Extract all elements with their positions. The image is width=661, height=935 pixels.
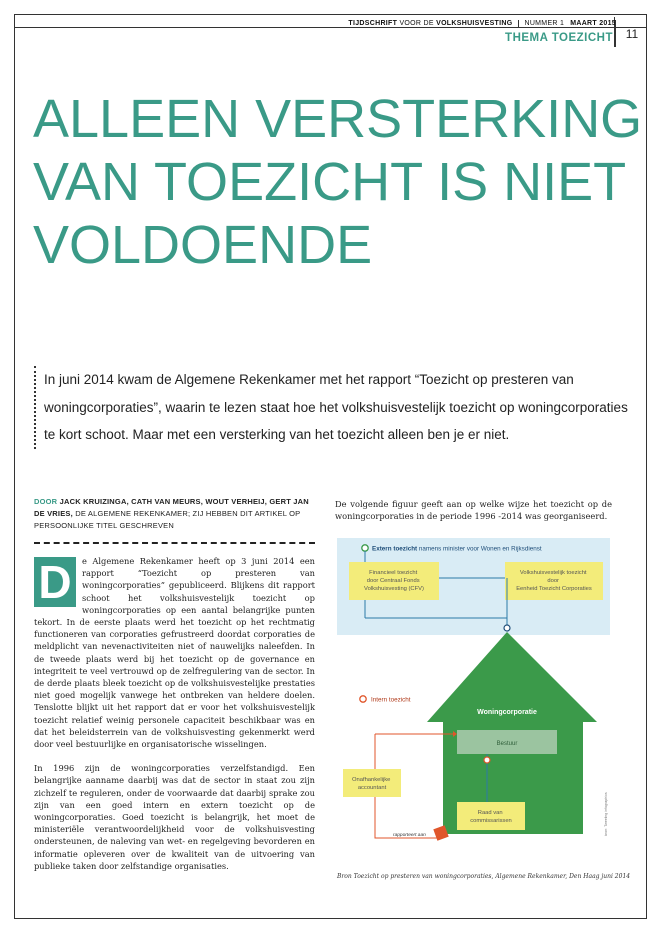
box-accountant <box>343 769 401 797</box>
box-accountant-text: Onafhankelijke accountant <box>352 777 391 791</box>
image-credit: bron: Tweeling infographics <box>604 792 608 836</box>
house-label: Woningcorporatie <box>477 709 537 716</box>
connector-node-icon <box>484 757 490 763</box>
intern-bullet-icon <box>360 696 366 702</box>
intern-label: Intern toezicht <box>371 696 411 704</box>
byline-rule <box>34 542 315 544</box>
byline <box>34 496 319 532</box>
column-right <box>335 498 612 534</box>
box-bestuur-text: Bestuur <box>496 741 518 747</box>
running-header <box>348 20 616 27</box>
figure-caption: Bron Toezicht op presteren van woningcorporaties, Algemene Rekenkamer, Den Haag juni 2014 <box>337 873 631 880</box>
box-rvc-text: Raad van commissarissen <box>470 810 512 824</box>
box-ectc-text: Volkshuisvestelijk toezicht door Eenheid Toezicht Corporaties <box>516 570 592 592</box>
issue-number: NUMMER 1 <box>518 20 564 27</box>
article-title <box>33 88 643 277</box>
paragraph: In 1996 zijn de woningcorporaties verzelfstandigd. Een belangrijke aanname daarbij was dat de sector in staat zou zijn zichzelf te reguleren, onder de voorwaarde dat daarbij sprake zou zijn van een goed intern en extern toezicht op de woningcorporaties. Goed toezicht is belangrijk, het moet de ministeriële verantwoordelijkheid voor de volkshuisvesting ondersteunen, de naleving van wet- en regelgeving bevorderen en informatie opleveren over de kwaliteit van de uitvoering van publieke taken door zelfstandige organisaties. <box>34 763 315 871</box>
byline-authors: JACK KRUIZINGA, CATH VAN MEURS, WOUT VERHEIJ, GERT JAN DE VRIES, <box>34 497 309 518</box>
box-cfv-text: Financieel toezicht door Centraal Fonds Volkshuisvesting (CFV) <box>364 570 424 592</box>
connector-node-icon <box>504 625 510 631</box>
page-number: 11 <box>615 20 648 47</box>
column-left <box>34 555 315 884</box>
rapporteert-label: rapporteert aan <box>393 833 426 838</box>
intro-lead: In juni 2014 kwam de Algemene Rekenkamer met het rapport “Toezicht op presteren van woningcorporaties”, waarin te lezen staat hoe het volkshuisvestelijk toezicht op woningcorporaties te kort schoot. Maar met een versterking van het toezicht alleen ben je er niet. <box>34 366 634 449</box>
extern-bullet-icon <box>362 545 368 551</box>
section-label: THEMA TOEZICHT <box>505 32 613 44</box>
toezicht-diagram <box>335 536 612 868</box>
title-line: ALLEEN VERSTERKING <box>33 89 643 149</box>
byline-door: DOOR <box>34 497 58 506</box>
byline-affiliation: DE ALGEMENE REKENKAMER; ZIJ HEBBEN DIT ARTIKEL OP PERSOONLIJKE TITEL GESCHREVEN <box>34 509 301 530</box>
title-line: VAN TOEZICHT IS NIET <box>33 152 627 212</box>
title-line: VOLDOENDE <box>33 215 373 275</box>
box-rvc <box>457 802 525 830</box>
issue-date: MAART 2015 <box>570 20 616 27</box>
magazine-name: TIJDSCHRIFT VOOR DE VOLKSHUISVESTING <box>348 20 513 27</box>
paragraph: De volgende figuur geeft aan op welke wijze het toezicht op de woningcorporaties in de periode 1996 -2014 was georganiseerd. <box>335 499 612 522</box>
drop-cap: D <box>34 557 76 607</box>
header-rule <box>14 27 647 28</box>
extern-label: Extern toezicht namens minister voor Wonen en Rijksdienst <box>372 545 542 553</box>
paragraph: D e Algemene Rekenkamer heeft op 3 juni 2014 een rapport “Toezicht op presteren van woningcorporaties” gepubliceerd. Blijkens dit rapport schoot het volkshuisvestelijk toezicht op woningcorporaties op een aantal belangrijke punten tekort. In de eerste plaats werd het toezicht op het rechtmatig functioneren van corporaties gefrustreerd doordat corporaties de meldplicht van nevenactiviteiten niet of nauwelijks naleefden. In de tweede plaats werd bij het toezicht op de governance en integriteit te veel vertrouwd op de zelfregulering van de sector. In de derde plaats bleek toezicht op de volkshuisvestelijke prestaties niet goed mogelijk vanwege het ontbreken van heldere doelen. Tenslotte blijkt uit het rapport dat er voor het volkshuisvestelijk toezicht relatief weinig personele capaciteit beschikbaar was en dat het beleidsterrein van de volkshuisvesting gekenmerkt werd door veel bestuurlijke en organisatorische wisselingen. <box>34 556 315 750</box>
